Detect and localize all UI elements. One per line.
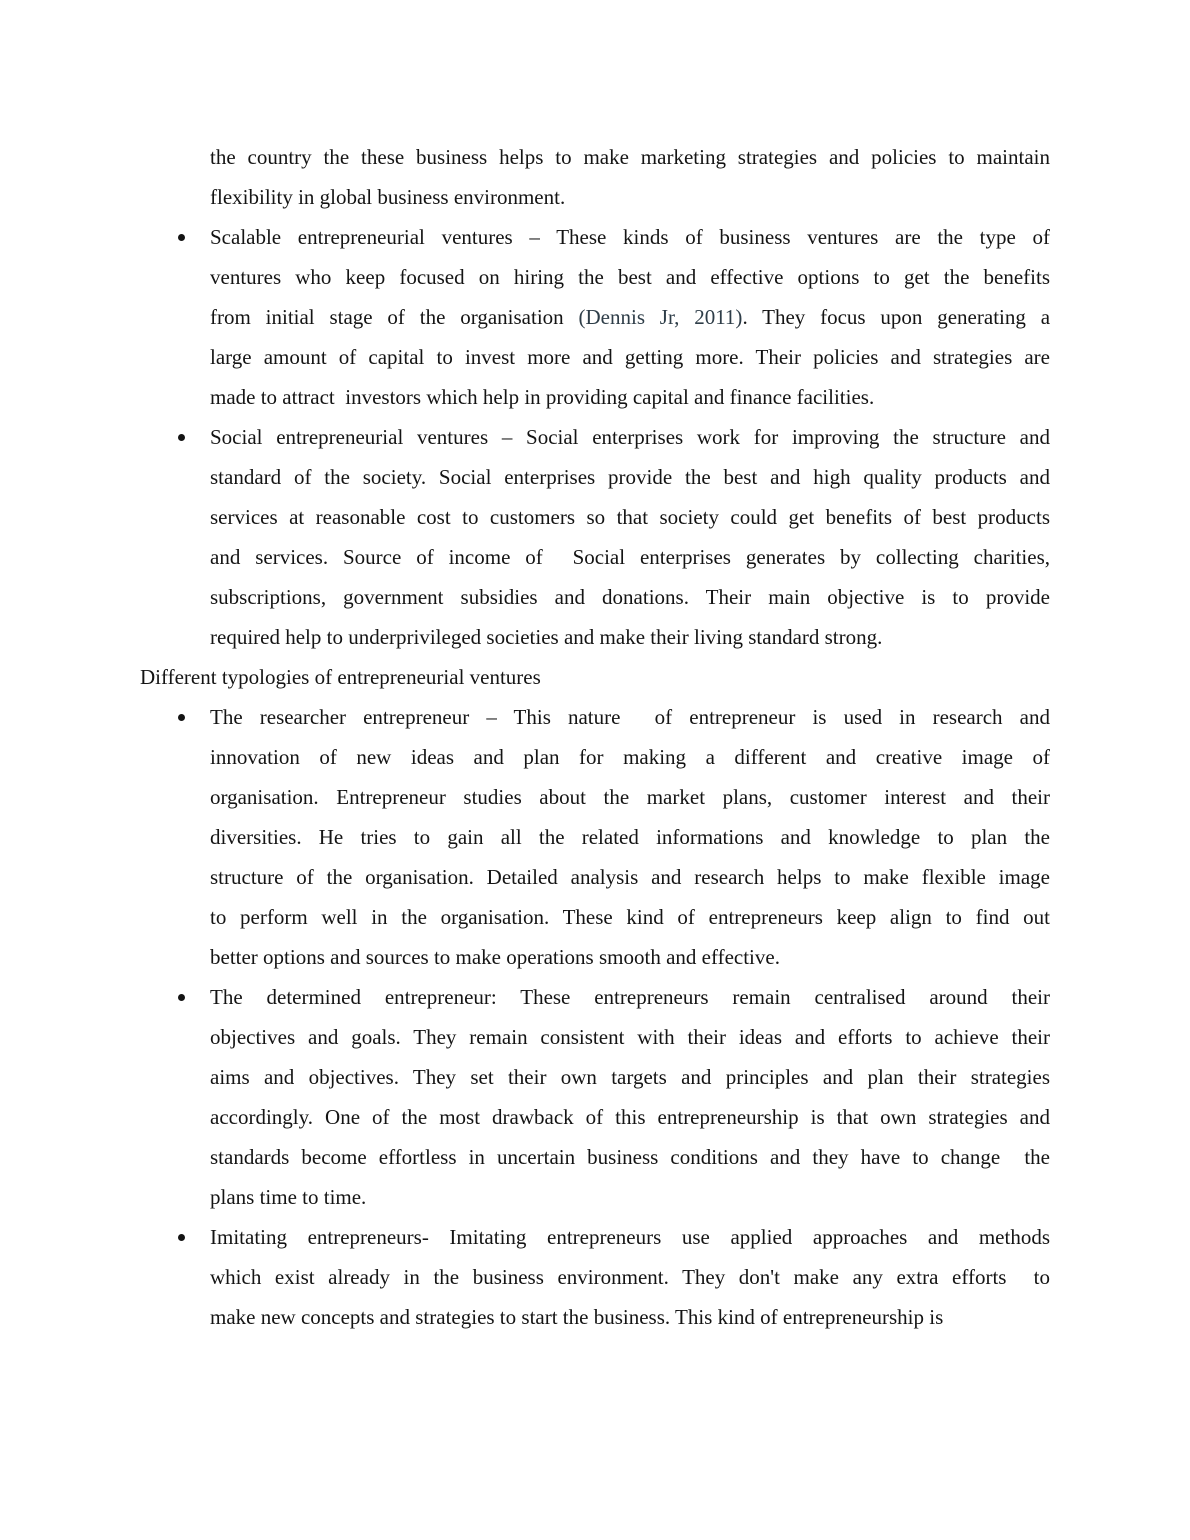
text-line: large amount of capital to invest more and getting more. Their policies and strategies are: [210, 345, 1050, 369]
bullet-item: [210, 217, 1050, 417]
text-line: ventures who keep focused on hiring the best and effective options to get the benefits: [210, 265, 1050, 289]
text-line: Social entrepreneurial ventures – Social enterprises work for improving the structure and: [210, 425, 1050, 449]
text-line: The researcher entrepreneur – This nature of entrepreneur is used in research and: [210, 705, 1050, 729]
text-line: which exist already in the business environment. They don't make any extra efforts to: [210, 1265, 1050, 1289]
text-line: the country the these business helps to make marketing strategies and policies to maintain: [210, 145, 1050, 169]
text-line: standard of the society. Social enterprises provide the best and high quality products and: [210, 465, 1050, 489]
bullet-icon: [178, 434, 185, 441]
bullet-item: [210, 417, 1050, 657]
text-line: subscriptions, government subsidies and donations. Their main objective is to provide: [210, 585, 1050, 609]
text-line: better options and sources to make operations smooth and effective.: [210, 945, 780, 969]
bullet-item: [210, 1217, 1050, 1337]
text-line: make new concepts and strategies to start the business. This kind of entrepreneurship is: [210, 1305, 944, 1329]
text-line: standards become effortless in uncertain business conditions and they have to change the: [210, 1145, 1050, 1169]
heading-text-line: Different typologies of entrepreneurial ventures: [140, 665, 541, 689]
text-line: from initial stage of the organisation (Dennis Jr, 2011). They focus upon generating a: [210, 305, 1051, 329]
bullet-item: [210, 977, 1050, 1217]
text-line: The determined entrepreneur: These entrepreneurs remain centralised around their: [210, 985, 1050, 1009]
text-line: flexibility in global business environment.: [210, 185, 566, 209]
text-line: Imitating entrepreneurs- Imitating entrepreneurs use applied approaches and methods: [210, 1225, 1050, 1249]
text-line: objectives and goals. They remain consistent with their ideas and efforts to achieve their: [210, 1025, 1050, 1049]
text-line: innovation of new ideas and plan for making a different and creative image of: [210, 745, 1050, 769]
text-line: required help to underprivileged societies and make their living standard strong.: [210, 625, 883, 649]
text-line: plans time to time.: [210, 1185, 367, 1209]
paragraph: [210, 137, 1050, 217]
text-line: made to attract investors which help in providing capital and finance facilities.: [210, 385, 875, 409]
text-line: and services. Source of income of Social enterprises generates by collecting charities,: [210, 545, 1050, 569]
section-heading: [140, 657, 1050, 697]
bullet-icon: [178, 234, 185, 241]
text-line: to perform well in the organisation. These kind of entrepreneurs keep align to find out: [210, 905, 1050, 929]
bullet-icon: [178, 714, 185, 721]
text-line: structure of the organisation. Detailed analysis and research helps to make flexible image: [210, 865, 1050, 889]
text-line: aims and objectives. They set their own targets and principles and plan their strategies: [210, 1065, 1050, 1089]
text-line: diversities. He tries to gain all the related informations and knowledge to plan the: [210, 825, 1050, 849]
text-line: Scalable entrepreneurial ventures – These kinds of business ventures are the type of: [210, 225, 1050, 249]
citation-text: (Dennis Jr, 2011): [578, 305, 743, 329]
bullet-icon: [178, 994, 185, 1001]
text-line: accordingly. One of the most drawback of this entrepreneurship is that own strategies and: [210, 1105, 1050, 1129]
text-line: organisation. Entrepreneur studies about the market plans, customer interest and their: [210, 785, 1050, 809]
bullet-item: [210, 697, 1050, 977]
document-content: [140, 137, 1050, 1337]
bullet-icon: [178, 1234, 185, 1241]
text-line: services at reasonable cost to customers so that society could get benefits of best products: [210, 505, 1050, 529]
